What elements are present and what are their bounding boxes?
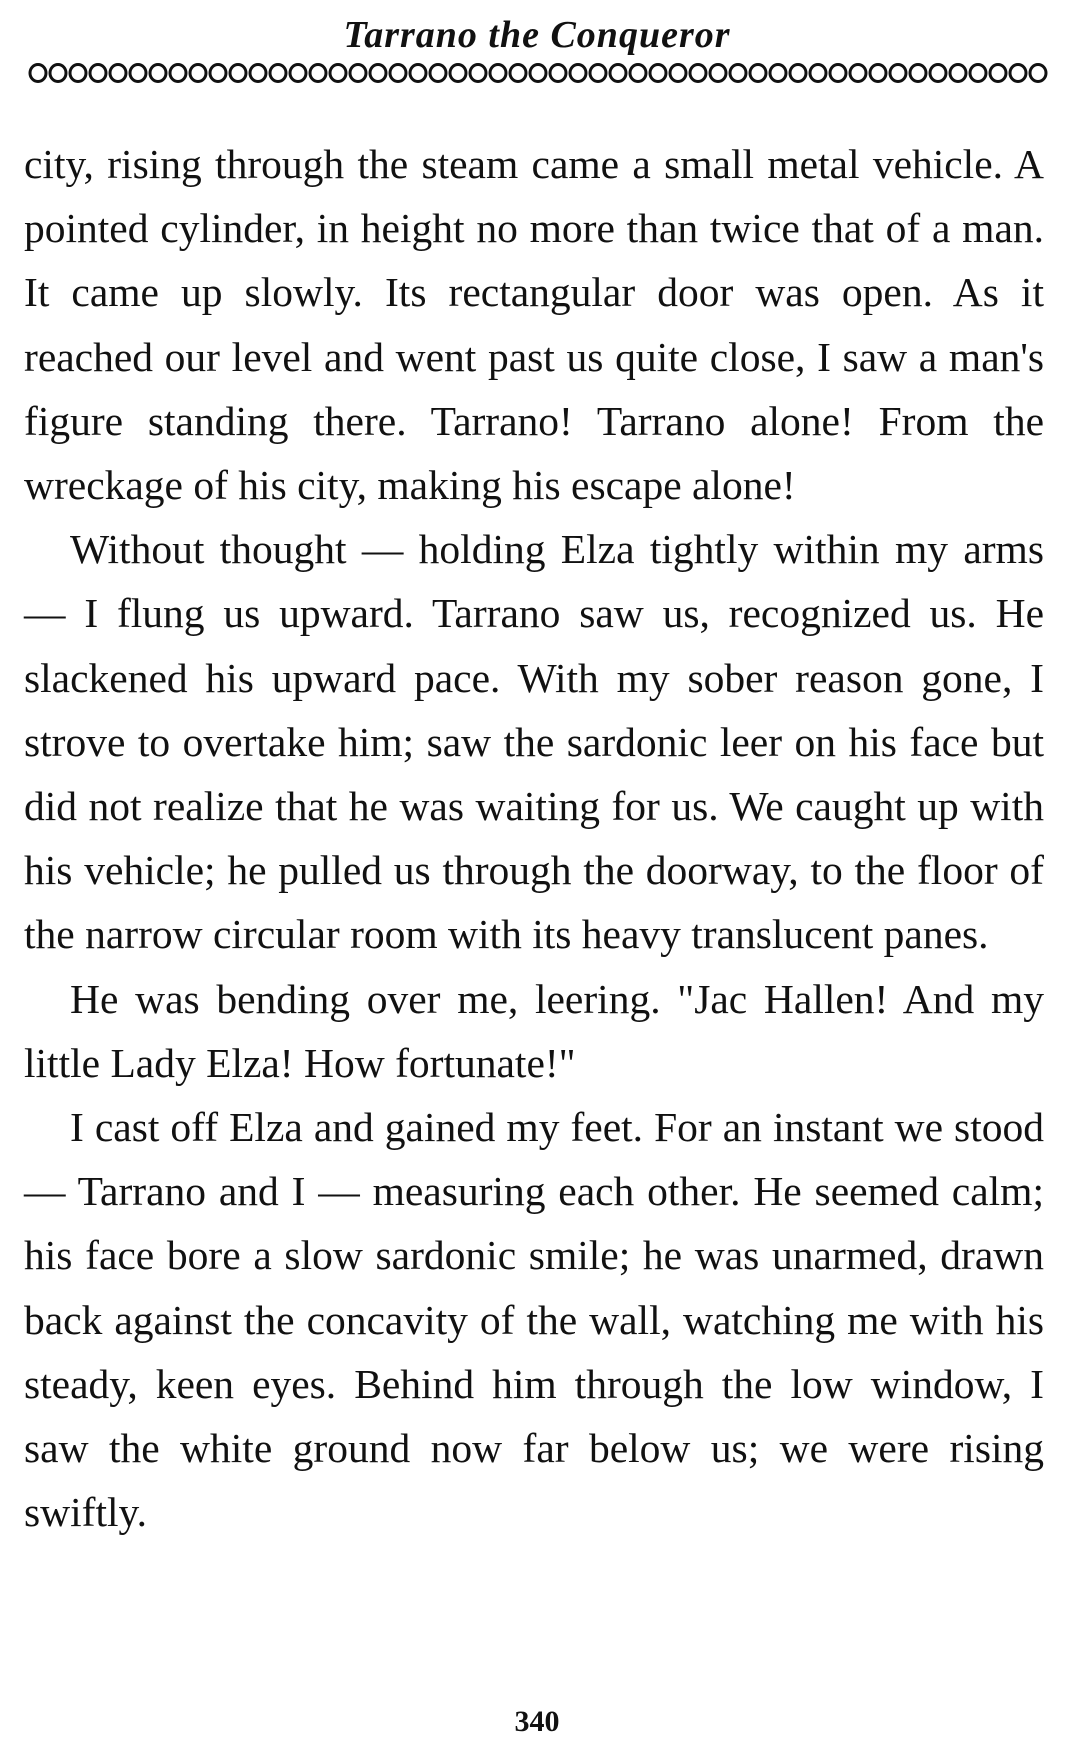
running-head: Tarrano the Conqueror: [343, 14, 731, 56]
paragraph-3: He was bending over me, leering. "Jac Hallen! And my little Lady Elza! How fortunate!": [24, 975, 1044, 1086]
paragraph-4: I cast off Elza and gained my feet. For an instant we stood — Tarrano and I — measuring each other. He seemed calm; his face bore a slow sardonic smile; he was unarmed, drawn back against the concavity of the wall, watching me with his steady, keen eyes. Behind him through the low window, I saw the white ground now far below us; we were rising swiftly.: [24, 1104, 1044, 1536]
body-text: [24, 132, 1044, 1544]
chain-border-icon: [28, 60, 1048, 86]
page-number: 340: [514, 1705, 560, 1738]
paragraph-2: Without thought — holding Elza tightly within my arms — I flung us upward. Tarrano saw us, recognized us. He slackened his upward pace. With my sober reason gone, I strove to overtake him; saw the sardonic leer on his face but did not realize that he was waiting for us. We caught up with his vehicle; he pulled us through the doorway, to the floor of the narrow circular room with its heavy translucent panes.: [24, 526, 1044, 958]
paragraph-1: city, rising through the steam came a small metal vehicle. A pointed cylinder, in height no more than twice that of a man. It came up slowly. Its rectangular door was open. As it reached our level and went past us quite close, I saw a man's figure standing there. Tarrano! Tarrano alone! From the wreckage of his city, making his escape alone!: [24, 141, 1044, 509]
